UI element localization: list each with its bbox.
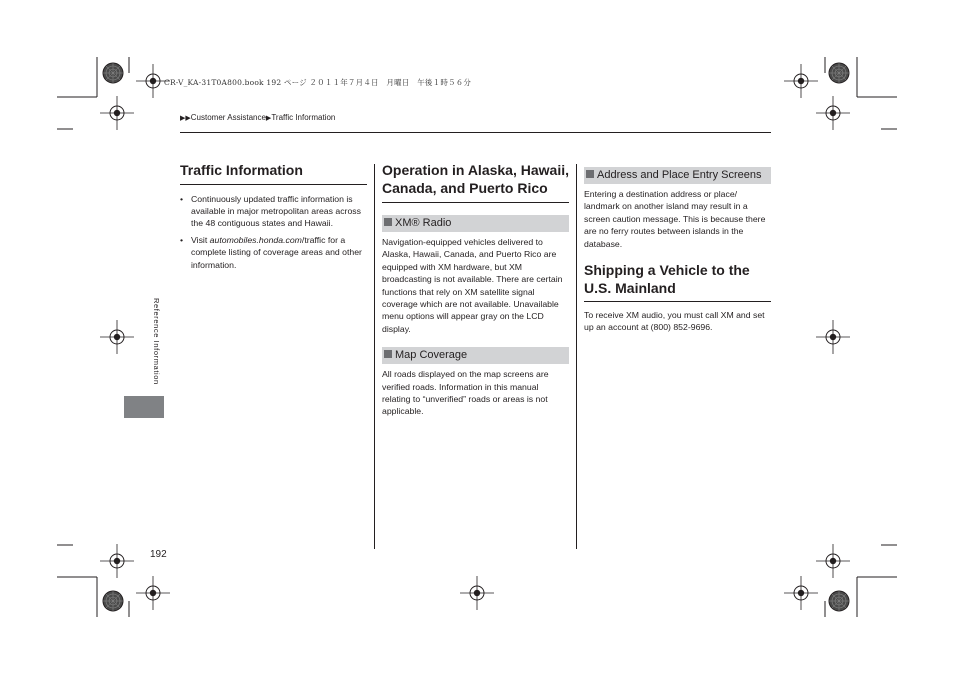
square-bullet-icon <box>384 350 392 358</box>
subhead-xm-radio <box>382 215 569 232</box>
bullet-traffic-coverage: • Continuously updated traffic information is available in major metropolitan areas across the 48 contiguous states and Hawaii. <box>191 193 367 230</box>
breadcrumb-arrows: ▶▶ <box>180 115 191 122</box>
heading-traffic-information: Traffic Information <box>180 162 303 178</box>
breadcrumb-separator: ▶ <box>265 115 272 122</box>
subhead-xm-radio-label: XM® Radio <box>395 217 452 229</box>
bullet-visit-prefix: Visit <box>191 234 210 245</box>
column-divider-1 <box>374 164 375 549</box>
column-operation-outside <box>382 162 569 418</box>
traffic-info-text <box>180 193 367 271</box>
print-header: CR-V_KA-31T0A800.book 192 ページ ２０１１年７月４日 月曜日 午後１時５６分 <box>164 78 472 87</box>
breadcrumb <box>180 113 335 122</box>
xm-radio-text: Navigation-equipped vehicles delivered to Alaska, Hawaii, Canada, and Puerto Rico are equipped with XM hardware, but XM broadcasting is not available. There are certain functions that rely on XM satellite signal coverage which are not available. Unavailable menu options will appear gray on the LCD display. <box>382 237 563 334</box>
map-coverage-text: All roads displayed on the map screens are verified roads. Information in this manual relating to “unverified” roads or areas is not applicable. <box>382 369 549 417</box>
heading-rule <box>382 202 569 203</box>
column-address-shipping <box>584 167 771 334</box>
heading-rule <box>180 184 367 185</box>
breadcrumb-section[interactable]: Customer Assistance <box>190 113 266 122</box>
column-traffic-information <box>180 162 367 275</box>
subhead-map-coverage <box>382 347 569 364</box>
subhead-address-place-entry <box>584 167 771 184</box>
square-bullet-icon <box>384 218 392 226</box>
traffic-bullet-list <box>180 193 367 271</box>
bullet-visit-suffix: /traffic for a complete listing of coverage areas and other information. <box>191 234 362 270</box>
section-thumb-tab <box>124 396 164 418</box>
top-rule <box>180 132 771 133</box>
subhead-map-coverage-label: Map Coverage <box>395 349 468 362</box>
column-divider-2 <box>576 164 577 549</box>
honda-website-link[interactable]: automobiles.honda.com <box>209 234 302 245</box>
subhead-address-label: Address and Place Entry Screens <box>597 169 762 181</box>
square-bullet-icon <box>586 170 594 178</box>
breadcrumb-current: Traffic Information <box>271 113 336 122</box>
side-section-label: Reference Information <box>152 298 161 385</box>
heading-operation-alaska-hawaii: Operation in Alaska, Hawaii, Canada, and Puerto Rico <box>382 162 569 196</box>
page-number: 192 <box>150 549 167 560</box>
bullet-visit-website <box>191 234 367 271</box>
address-entry-text: Entering a destination address or place/ landmark on another island may result in a screen caution message. This is because there are no ferry routes between islands in the database. <box>584 189 766 249</box>
heading-shipping-vehicle: Shipping a Vehicle to the U.S. Mainland <box>584 262 750 296</box>
shipping-text: To receive XM audio, you must call XM and set up an account at (800) 852-9696. <box>584 310 765 333</box>
heading-rule <box>584 301 771 302</box>
